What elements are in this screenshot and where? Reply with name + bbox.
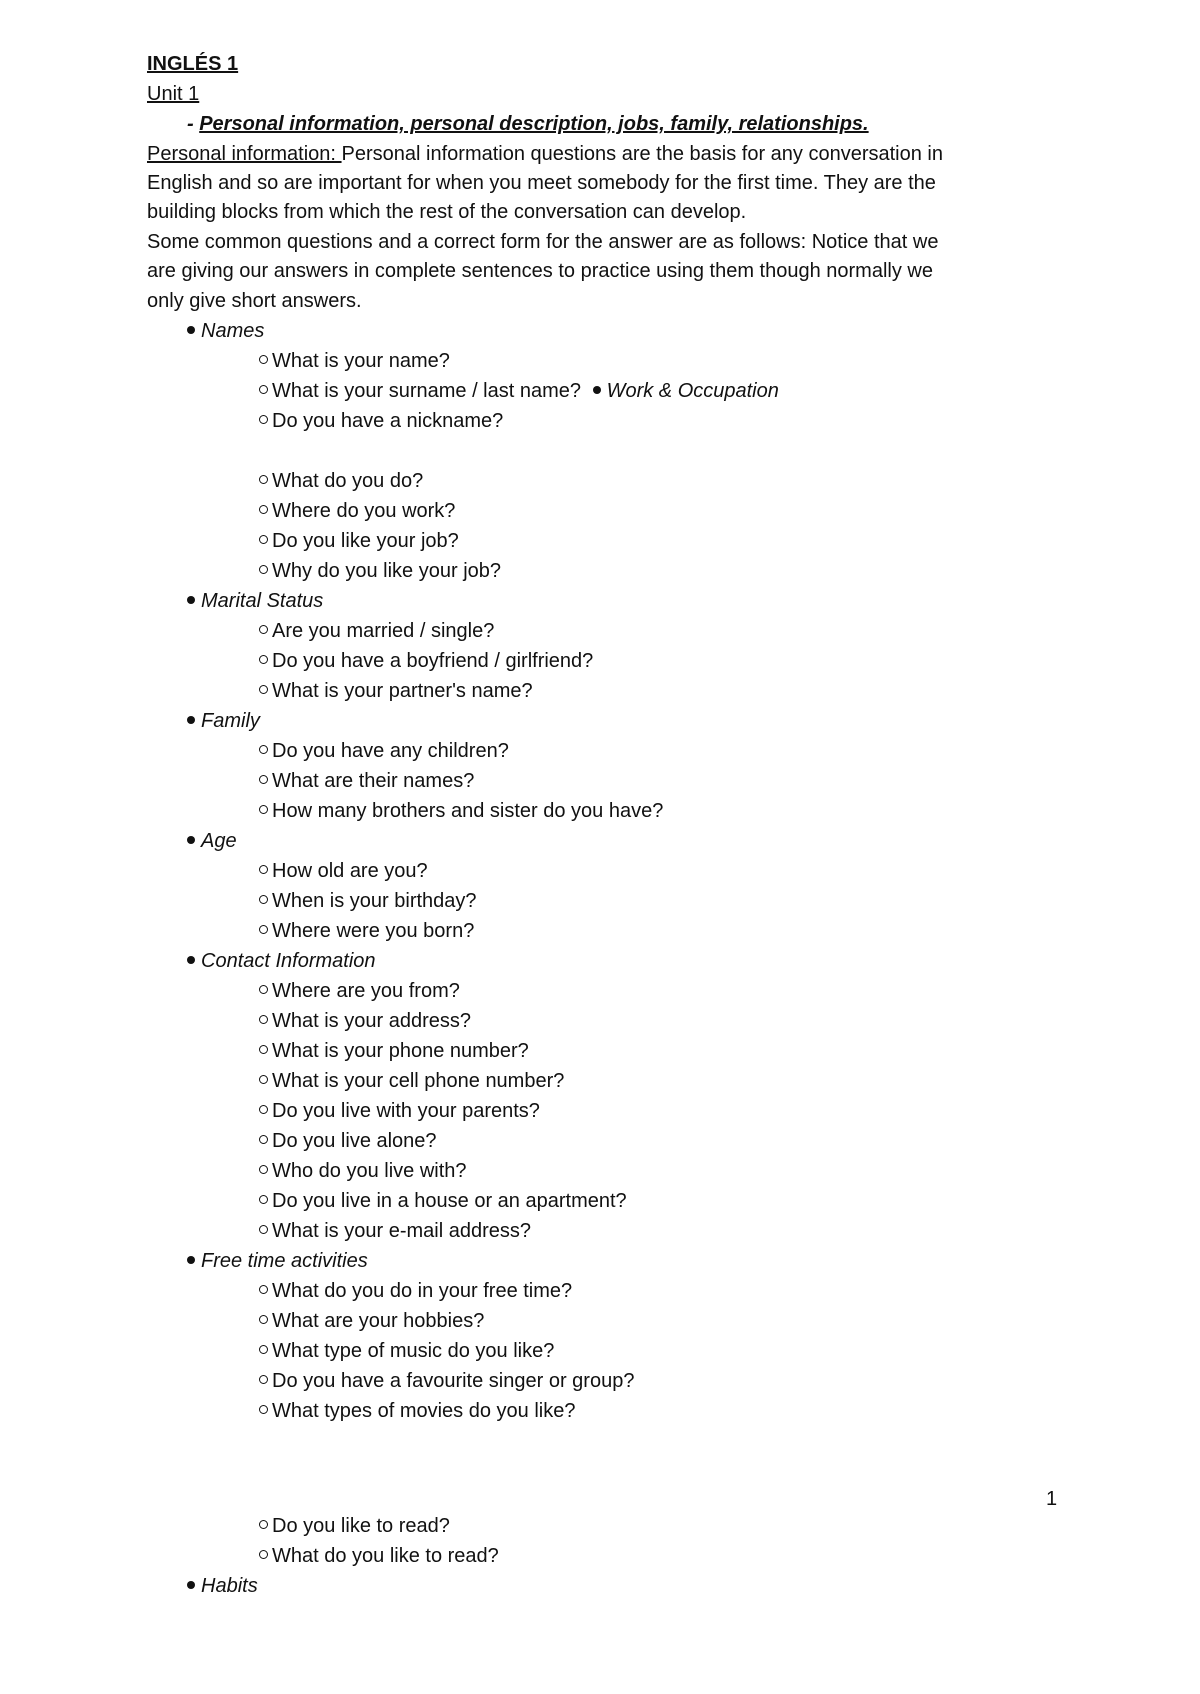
list-item: What is your phone number? [259, 1037, 529, 1065]
heading-text: Personal information, personal description, jobs, family, relationships. [199, 113, 869, 135]
list-item: Do you have a boyfriend / girlfriend? [259, 647, 593, 675]
circle-bullet-icon [259, 805, 268, 814]
circle-bullet-icon [259, 895, 268, 904]
circle-bullet-icon [259, 1345, 268, 1354]
list-item: Do you have a nickname? [259, 407, 503, 435]
circle-bullet-icon [259, 1135, 268, 1144]
circle-bullet-icon [259, 1195, 268, 1204]
circle-bullet-icon [259, 1015, 268, 1024]
intro-label: Personal information: [147, 143, 342, 165]
list-item: What is your cell phone number? [259, 1067, 564, 1095]
circle-bullet-icon [259, 505, 268, 514]
circle-bullet-icon [259, 475, 268, 484]
list-item: What do you do in your free time? [259, 1277, 572, 1305]
circle-bullet-icon [259, 355, 268, 364]
circle-bullet-icon [259, 1315, 268, 1324]
circle-bullet-icon [259, 625, 268, 634]
circle-bullet-icon [259, 565, 268, 574]
list-category-free-time: Free time activities [187, 1247, 368, 1275]
list-category-names: Names [187, 317, 264, 345]
list-item: What is your name? [259, 347, 450, 375]
list-item: Do you live alone? [259, 1127, 437, 1155]
heading-dash: - [187, 113, 200, 135]
circle-bullet-icon [259, 865, 268, 874]
bullet-icon [187, 596, 195, 604]
circle-bullet-icon [259, 775, 268, 784]
list-item: Why do you like your job? [259, 557, 501, 585]
circle-bullet-icon [259, 1375, 268, 1384]
list-category-marital-status: Marital Status [187, 587, 323, 615]
circle-bullet-icon [259, 535, 268, 544]
list-item: What are their names? [259, 767, 474, 795]
list-item: Are you married / single? [259, 617, 494, 645]
list-item: Do you live in a house or an apartment? [259, 1187, 627, 1215]
intro-line-1 [147, 140, 943, 168]
list-item: What do you do? [259, 467, 423, 495]
intro-line-6: only give short answers. [147, 290, 362, 312]
circle-bullet-icon [259, 1075, 268, 1084]
list-item: What do you like to read? [259, 1542, 499, 1570]
list-category-work: Work & Occupation [606, 380, 779, 402]
intro-text: Personal information questions are the basis for any conversation in [341, 143, 943, 165]
bullet-icon [187, 326, 195, 334]
bullet-icon [187, 836, 195, 844]
list-category-age: Age [187, 827, 237, 855]
intro-line-3: building blocks from which the rest of the conversation can develop. [147, 201, 747, 223]
circle-bullet-icon [259, 1105, 268, 1114]
intro-line-4: Some common questions and a correct form for the answer are as follows: Notice that we [147, 231, 939, 253]
circle-bullet-icon [259, 745, 268, 754]
list-item: Do you like to read? [259, 1512, 450, 1540]
list-item: What are your hobbies? [259, 1307, 484, 1335]
bullet-icon [187, 1581, 195, 1589]
circle-bullet-icon [259, 985, 268, 994]
circle-bullet-icon [259, 655, 268, 664]
unit-label: Unit 1 [147, 83, 200, 105]
circle-bullet-icon [259, 1165, 268, 1174]
list-item: Do you have any children? [259, 737, 509, 765]
circle-bullet-icon [259, 1285, 268, 1294]
intro-line-2: English and so are important for when you meet somebody for the first time. They are the [147, 172, 936, 194]
list-category-habits: Habits [187, 1572, 258, 1600]
list-item: Where do you work? [259, 497, 455, 525]
list-item: What is your address? [259, 1007, 471, 1035]
list-item: Do you have a favourite singer or group? [259, 1367, 634, 1395]
circle-bullet-icon [259, 1225, 268, 1234]
bullet-icon [187, 956, 195, 964]
circle-bullet-icon [259, 925, 268, 934]
list-item: How many brothers and sister do you have? [259, 797, 663, 825]
list-item: How old are you? [259, 857, 428, 885]
list-item: What is your partner's name? [259, 677, 533, 705]
section-heading [187, 110, 869, 138]
circle-bullet-icon [259, 385, 268, 394]
list-category-family: Family [187, 707, 260, 735]
list-item: Where are you from? [259, 977, 460, 1005]
page-number: 1 [1046, 1488, 1058, 1510]
circle-bullet-icon [259, 1045, 268, 1054]
bullet-icon [593, 386, 601, 394]
list-item: Do you live with your parents? [259, 1097, 540, 1125]
circle-bullet-icon [259, 685, 268, 694]
list-item: Who do you live with? [259, 1157, 467, 1185]
document-title: INGLÉS 1 [147, 53, 239, 75]
list-item: What is your surname / last name? Work & Occupation [259, 377, 779, 405]
list-item: When is your birthday? [259, 887, 477, 915]
list-category-contact: Contact Information [187, 947, 376, 975]
circle-bullet-icon [259, 1550, 268, 1559]
circle-bullet-icon [259, 1520, 268, 1529]
bullet-icon [187, 716, 195, 724]
list-item: What type of music do you like? [259, 1337, 554, 1365]
list-item: What is your e-mail address? [259, 1217, 531, 1245]
circle-bullet-icon [259, 1405, 268, 1414]
circle-bullet-icon [259, 415, 268, 424]
list-item: What types of movies do you like? [259, 1397, 575, 1425]
bullet-icon [187, 1256, 195, 1264]
list-item: Where were you born? [259, 917, 474, 945]
list-item: Do you like your job? [259, 527, 459, 555]
intro-line-5: are giving our answers in complete sentences to practice using them though normally we [147, 260, 933, 282]
